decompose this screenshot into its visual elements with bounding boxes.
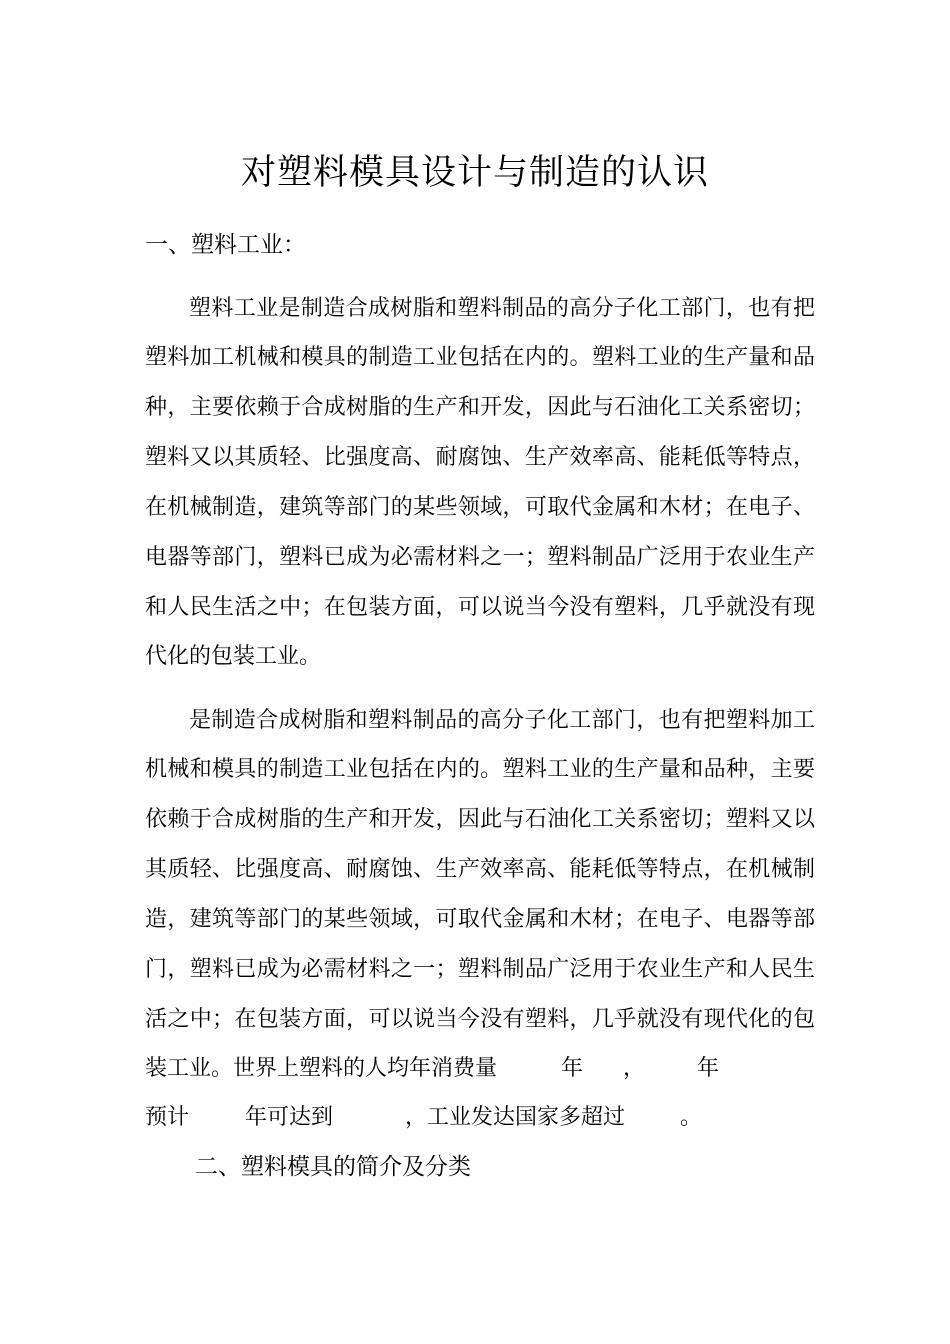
stats-line-b-reach: 年可达到	[245, 1105, 334, 1130]
paragraph-1-line: 在机械制造，建筑等部门的某些领域，可取代金属和木材；在电子、	[145, 495, 815, 520]
stats-line-b-forecast: 预计	[145, 1105, 190, 1130]
paragraph-2-line: 是制造合成树脂和塑料制品的高分子化工部门，也有把塑料加工	[189, 708, 815, 733]
stats-line-b-period: 。	[680, 1105, 703, 1130]
paragraph-2-line: 门，塑料已成为必需材料之一；塑料制品广泛用于农业生产和人民生	[145, 957, 815, 982]
document-title: 对塑料模具设计与制造的认识	[240, 153, 709, 193]
paragraph-2-line: 机械和模具的制造工业包括在内的。塑料工业的生产量和品种，主要	[145, 757, 815, 782]
paragraph-2-line: 依赖于合成树脂的生产和开发，因此与石油化工关系密切；塑料又以	[145, 807, 815, 832]
paragraph-1-line: 塑料又以其质轻、比强度高、耐腐蚀、生产效率高、能耗低等特点，	[145, 445, 815, 470]
paragraph-1-line: 代化的包装工业。	[145, 644, 322, 669]
stats-line-a-text: 装工业。世界上塑料的人均年消费量	[145, 1056, 498, 1081]
paragraph-2-line: 造，建筑等部门的某些领域，可取代金属和木材；在电子、电器等部	[145, 907, 815, 932]
stats-line-b-exceed: ，工业发达国家多超过	[405, 1105, 626, 1130]
section-1-heading: 一、塑料工业：	[145, 232, 306, 258]
section-2-heading: 二、塑料模具的简介及分类	[195, 1154, 471, 1180]
paragraph-2-line: 其质轻、比强度高、耐腐蚀、生产效率高、能耗低等特点，在机械制	[145, 857, 815, 882]
stats-line-a-year-1: 年	[561, 1056, 584, 1081]
stats-line-a-year-2: 年	[697, 1056, 720, 1081]
paragraph-1-line: 和人民生活之中；在包装方面，可以说当今没有塑料，几乎就没有现	[145, 595, 815, 620]
paragraph-1-line: 种，主要依赖于合成树脂的生产和开发，因此与石油化工关系密切；	[145, 395, 815, 420]
paragraph-1-line: 电器等部门，塑料已成为必需材料之一；塑料制品广泛用于农业生产	[145, 545, 815, 570]
paragraph-1-line: 塑料加工机械和模具的制造工业包括在内的。塑料工业的生产量和品	[145, 345, 815, 370]
paragraph-1-line: 塑料工业是制造合成树脂和塑料制品的高分子化工部门，也有把	[189, 296, 815, 321]
stats-line-a-comma: ，	[623, 1056, 646, 1081]
paragraph-2-line: 活之中；在包装方面，可以说当今没有塑料，几乎就没有现代化的包	[145, 1007, 815, 1032]
